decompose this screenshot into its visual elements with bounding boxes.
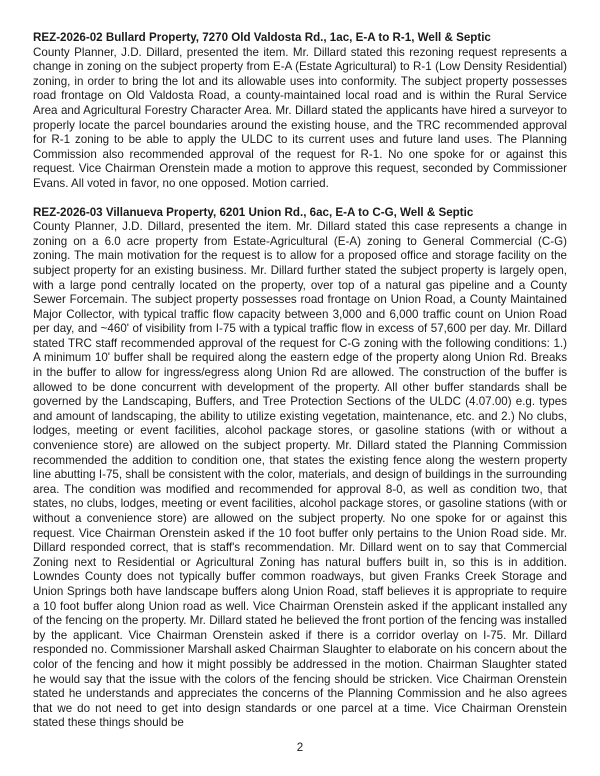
section-rez-2026-03 <box>33 206 567 731</box>
section-body-rez-2026-02: County Planner, J.D. Dillard, presented the item. Mr. Dillard stated this rezoning request represents a change in zoning on the subject property from E-A (Estate Agricultural) to R-1 (Low Density Residential) zoning, in order to bring the lot and its allowable uses into conformity. The subject property possesses road frontage on Old Valdosta Road, a county-maintained local road and is within the Rural Service Area and Agricultural Forestry Character Area. Mr. Dillard stated the applicants have hired a surveyor to properly locate the parcel boundaries around the existing house, and the TRC recommended approval for R-1 zoning to be able to apply the ULDC to its current uses and future land uses. The Planning Commission also recommended approval of the request for R-1. No one spoke for or against this request. Vice Chairman Orenstein made a motion to approve this request, seconded by Commissioner Evans. All voted in favor, no one opposed. Motion carried. <box>33 45 567 190</box>
section-heading-rez-2026-02: REZ-2026-02 Bullard Property, 7270 Old Valdosta Rd., 1ac, E-A to R-1, Well & Septic <box>33 31 491 44</box>
page-footer <box>0 738 600 756</box>
section-rez-2026-02 <box>33 31 567 192</box>
section-body-rez-2026-03: County Planner, J.D. Dillard, presented the item. Mr. Dillard stated this case represents a change in zoning on a 6.0 acre property from Estate-Agricultural (E-A) zoning to General Commercial (C-G) zoning. The main motivation for the request is to allow for a proposed office and storage facility on the subject property for an existing business. Mr. Dillard further stated the subject property is largely open, with a large pond centrally located on the property, over top of a natural gas pipeline and a County Sewer Forcemain. The subject property possesses road frontage on Union Road, a County Maintained Major Collector, with typical traffic flow capacity between 3,000 and 6,000 traffic count on Union Road per day, and ~460' of visibility from I-75 with a typical traffic flow in excess of 57,600 per day. Mr. Dillard stated TRC staff recommended approval of the request for C-G zoning with the following conditions: 1.) A minimum 10' buffer shall be required along the eastern edge of the property along Union Rd. Breaks in the buffer to allow for ingress/egress along Union Rd are allowed. The construction of the buffer is allowed to be done concurrent with development of the property. All other buffer standards shall be governed by the Landscaping, Buffers, and Tree Protection Sections of the ULDC (4.07.00) e.g. types and amount of landscaping, the ability to utilize existing vegetation, maintenance, etc. and 2.) No clubs, lodges, meeting or event facilities, alcohol package stores, or gasoline stations (with or without a convenience store) are allowed on the subject property. Mr. Dillard stated the Planning Commission recommended the addition to condition one, that states the existing fence along the western property line abutting I-75, shall be consistent with the color, materials, and design of buildings in the surrounding area. The condition was modified and recommended for approval 8-0, as well as condition two, that states, no clubs, lodges, meeting or event facilities, alcohol package stores, or gasoline stations (with or without a convenience store) are allowed on the subject property. No one spoke for or against this request. Vice Chairman Orenstein asked if the 10 foot buffer only pertains to the Union Road side. Mr. Dillard responded correct, that is staff's recommendation. Mr. Dillard went on to say that Commercial Zoning next to Residential or Agricultural Zoning has natural buffers built in, so this is in addition. Lowndes County does not typically buffer common roadways, but given Franks Creek Storage and Union Springs both have landscape buffers along Union Road, staff believes it is appropriate to require a 10 foot buffer along Union road as well. Vice Chairman Orenstein asked if the applicant installed any of the fencing on the property. Mr. Dillard stated he believed the front portion of the fencing was installed by the applicant. Vice Chairman Orenstein asked if there is a corridor overlay on I-75. Mr. Dillard responded no. Commissioner Marshall asked Chairman Slaughter to elaborate on his concern about the color of the fencing and how it might possibly be addressed in the motion. Chairman Slaughter stated he would say that the issue with the colors of the fencing should be stricken. Vice Chairman Orenstein stated he understands and appreciates the concerns of the Planning Commission and he also agrees that we do not need to get into design standards or one parcel at a time. Vice Chairman Orenstein stated these things should be <box>33 220 567 730</box>
section-heading-rez-2026-03: REZ-2026-03 Villanueva Property, 6201 Union Rd., 6ac, E-A to C-G, Well & Septic <box>33 205 474 219</box>
page-number: 2 <box>296 741 304 754</box>
